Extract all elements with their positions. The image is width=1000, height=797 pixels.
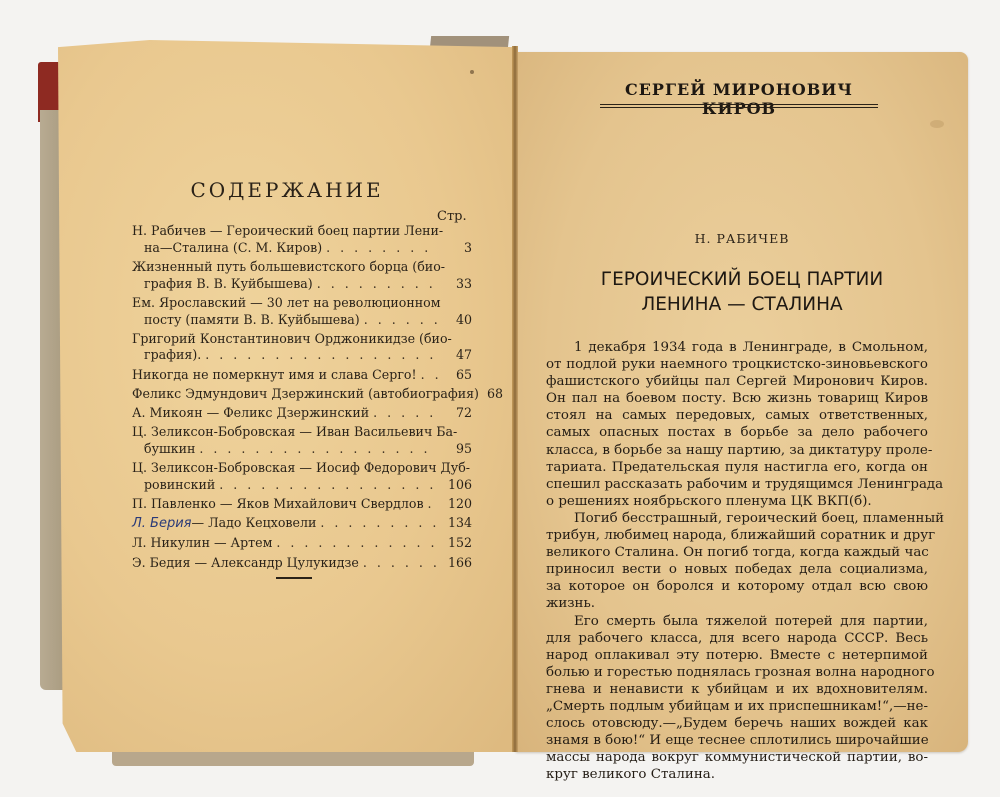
article-line: за которое он боролся и которому отдал всю свою (546, 579, 928, 595)
dot-leader (276, 535, 438, 552)
article-line: слось отовсюду.—„Будем беречь наших вождей как (546, 716, 928, 732)
dot-leader (320, 515, 438, 532)
toc-entry-text: ровинский (144, 476, 216, 492)
toc-entry (132, 331, 472, 364)
dot-leader (219, 477, 438, 494)
toc-entry (132, 460, 472, 493)
dot-leader (364, 312, 438, 329)
toc-entry-text: Ем. Ярославский — 30 лет на революционном (132, 294, 441, 310)
paper-speck (470, 70, 474, 74)
article-line: Его смерть была тяжелой потерей для партии, (574, 613, 928, 629)
article-author: Н. РАБИЧЕВ (694, 231, 790, 246)
article-line: приносил вести о новых победах дела социализма, (546, 562, 928, 578)
article-line: тариата. Предательская пуля настигла его, когда он (546, 459, 928, 475)
toc-page-number: 95 (455, 440, 472, 456)
toc-entry-text: Л. Никулин — Артем (132, 535, 273, 551)
toc-entry (132, 405, 472, 422)
toc-entry-text: П. Павленко — Яков Михайлович Свердлов (132, 496, 424, 512)
toc-entry (132, 496, 472, 513)
book-gutter (512, 46, 518, 752)
article-line: жизнь. (546, 596, 596, 612)
article-line: Погиб бесстрашный, героический боец, пламенный (574, 510, 945, 526)
dot-leader (199, 441, 438, 458)
toc-entry-text: Никогда не померкнут имя и слава Серго! (132, 366, 417, 382)
toc-entry (132, 535, 472, 552)
toc-page-number: 166 (447, 554, 472, 570)
handwritten-annotation: Л. Берия (132, 516, 192, 532)
article-title-line-2: ЛЕНИНА — СТАЛИНА (641, 294, 843, 315)
toc-entry (132, 424, 472, 457)
running-head: СЕРГЕЙ МИРОНОВИЧ КИРОВ (625, 80, 853, 118)
article-line: 1 декабря 1934 года в Ленинграде, в Смольном, (574, 340, 928, 355)
article-line: от подлой руки наемного троцкистско-зиновьевского (546, 357, 928, 373)
article-line: фашистского убийцы пал Сергей Миронович Киров. (546, 374, 928, 390)
toc-entry-text: графия В. В. Куйбышева) (144, 275, 313, 291)
toc-entry (132, 515, 472, 533)
toc-entry-text: Ц. Зеликсон-Бобровская — Иван Васильевич Ба- (132, 424, 458, 440)
toc-entry-text: Э. Бедия — Александр Цулукидзе (132, 554, 359, 570)
toc-entry (132, 385, 504, 403)
toc-page-number: 106 (447, 476, 472, 492)
article-line: гнева и ненависти к убийцам и их вдохновителям. (546, 681, 928, 697)
toc-page-number: 65 (455, 366, 472, 382)
article-line: массы народа вокруг коммунистической партии, во- (546, 750, 928, 766)
table-of-contents (132, 223, 504, 574)
dot-leader (326, 240, 438, 257)
toc-entry-text: Жизненный путь большевистского борца (био- (132, 258, 446, 274)
toc-entry-text: посту (памяти В. В. Куйбышева) (144, 311, 360, 327)
article-line: самых опасных постах в борьбе за дело рабочего (546, 425, 928, 441)
toc-page-number: 3 (463, 239, 472, 255)
toc-entry (132, 555, 472, 572)
toc-page-number: 47 (455, 347, 472, 363)
toc-entry-text: Ц. Зеликсон-Бобровская — Иосиф Федорович Дуб- (132, 460, 471, 476)
toc-page-number: 40 (455, 311, 472, 327)
article-line: „Смерть подлым убийцам и их приспешникам!“,—не- (546, 698, 928, 714)
article-body (546, 339, 945, 783)
dot-leader (421, 367, 438, 384)
article-line: для рабочего класса, для всего народа СССР. Весь (546, 630, 928, 646)
running-head-rule (600, 104, 878, 108)
dot-leader (363, 555, 438, 572)
toc-entry (132, 295, 472, 328)
article-line: о решениях ноябрьского пленума ЦК ВКП(б). (546, 493, 872, 509)
toc-page-column-label: Стр. (437, 209, 467, 224)
dot-leader (317, 276, 438, 293)
toc-page-number: 72 (455, 405, 472, 421)
article-line: трибун, любимец народа, ближайший соратник и друг (546, 528, 936, 544)
toc-page-number: 120 (447, 496, 472, 512)
toc-page-number: 134 (447, 515, 472, 531)
toc-entry-text: Феликс Эдмундович Дзержинский (автобиография) (132, 385, 479, 401)
toc-entry-text: — Ладо Кецховели (191, 515, 317, 531)
toc-entry (132, 367, 472, 384)
article-line: великого Сталина. Он погиб тогда, когда каждый час (546, 545, 929, 561)
book-cover-bottom (112, 752, 474, 766)
article-line: болью и горестью поднялась грозная волна народного (546, 664, 935, 680)
paper-stain (930, 120, 944, 128)
article-title (516, 267, 968, 317)
article-line: спешил рассказать рабочим и трудящимся Ленинграда (546, 476, 944, 492)
article-line: круг великого Сталина. (546, 767, 715, 783)
article-line: класса, в борьбе за нашу партию, за диктатуру проле- (546, 442, 933, 458)
toc-end-rule (276, 577, 312, 579)
article-line: народ оплакивал эту потерю. Вместе с нетерпимой (546, 647, 928, 663)
article-line: знамя в бою!“ И еще теснее сплотились широчайшие (546, 733, 929, 749)
toc-entry (132, 259, 472, 292)
toc-page-number: 152 (447, 535, 472, 551)
toc-page-number: 68 (486, 385, 504, 401)
article-line: стоял на самых передовых, самых ответственных, (546, 408, 928, 424)
toc-entry-text: на—Сталина (С. М. Киров) (144, 239, 323, 255)
toc-entry-text: Григорий Константинович Орджоникидзе (био- (132, 330, 452, 346)
toc-entry-text: Н. Рабичев — Героический боец партии Лени- (132, 223, 444, 238)
toc-title: СОДЕРЖАНИЕ (190, 178, 384, 202)
article-title-line-1: ГЕРОИЧЕСКИЙ БОЕЦ ПАРТИИ (600, 269, 884, 290)
toc-page-number: 33 (455, 275, 472, 291)
dot-leader (373, 405, 438, 422)
dot-leader (428, 496, 438, 513)
toc-entry (132, 223, 472, 256)
article-line: Он пал на боевом посту. Всю жизнь товарищ Киров (546, 391, 928, 407)
toc-entry-text: графия). (144, 347, 202, 363)
toc-entry-text: А. Микоян — Феликс Дзержинский (132, 405, 370, 421)
dot-leader (205, 347, 438, 364)
toc-entry-text: бушкин (144, 440, 196, 456)
